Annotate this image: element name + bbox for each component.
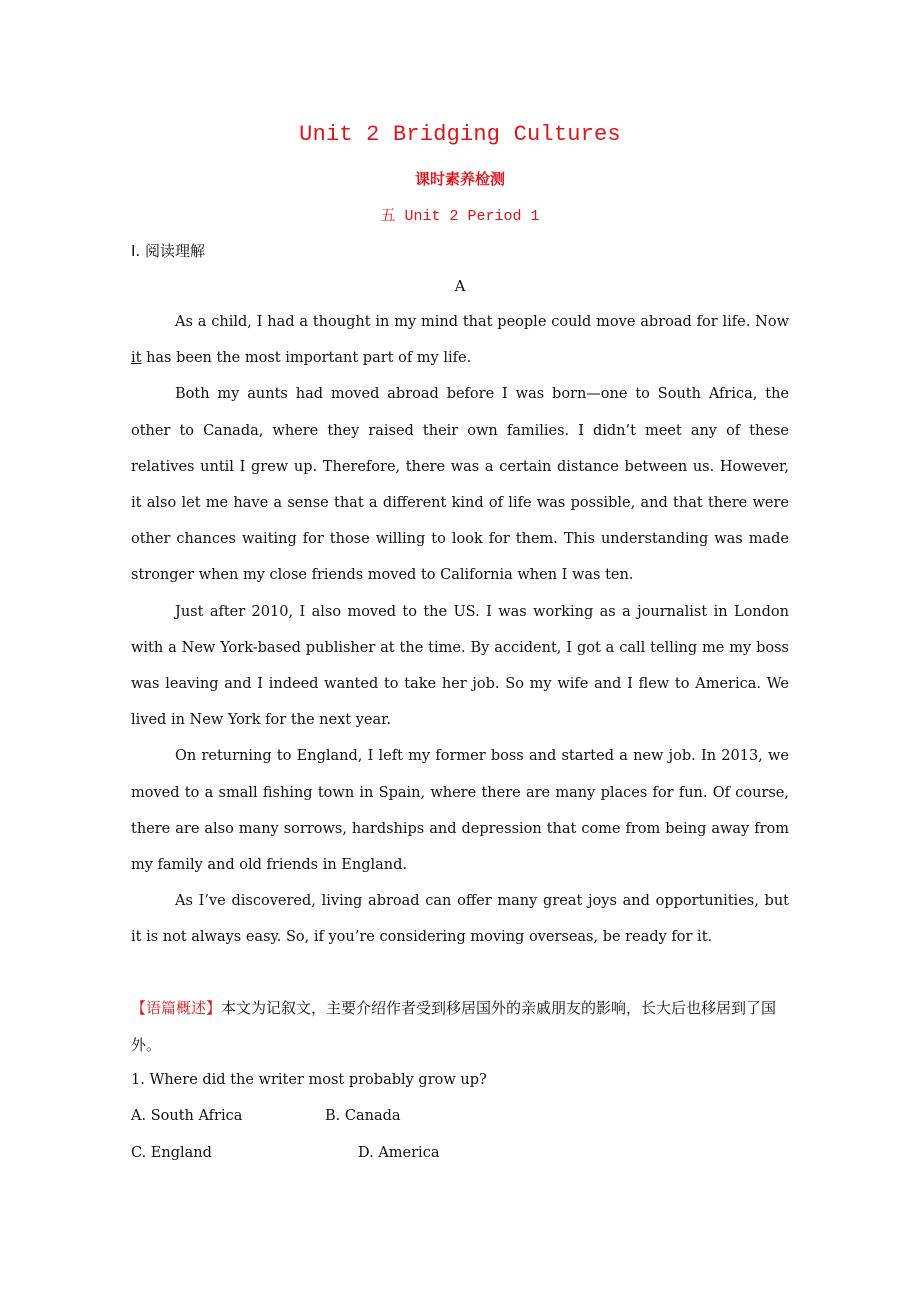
- lesson-subtitle: 课时素养检测: [414, 170, 505, 188]
- paragraph-2: Both my aunts had moved abroad before I was born—one to South Africa, the other to Canada, where they raised their own families. I didn’t meet any of these relatives until I grew up. Therefore, there was a certain distance between us. However, it also let me have a sense that a different kind of life was possible, and that there were other chances waiting for those willing to look for them. This understanding was made stronger when my close friends moved to California when I was ten.: [131, 386, 789, 584]
- question-stem: 1. Where did the writer most probably grow up?: [131, 1072, 487, 1088]
- option-c: C. England: [131, 1145, 212, 1161]
- paragraph-5: As I’ve discovered, living abroad can offer many great joys and opportunities, but it is not always easy. So, if you’re considering moving overseas, be ready for it.: [131, 893, 789, 946]
- passage-body: [131, 304, 789, 956]
- option-b: B. Canada: [325, 1108, 401, 1124]
- summary-text: 本文为记叙文，主要介绍作者受到移居国外的亲戚朋友的影响，长大后也移居到了国外。: [131, 999, 777, 1054]
- passage-label: A: [454, 277, 466, 295]
- paragraph-1: [131, 304, 789, 376]
- option-a: A. South Africa: [131, 1108, 243, 1124]
- section-heading: Ⅰ. 阅读理解: [131, 242, 205, 260]
- passage-summary: [131, 990, 791, 1064]
- paragraph-1-text-a: As a child, I had a thought in my mind that people could move abroad for life. Now: [175, 314, 789, 330]
- unit-title: Unit 2 Bridging Cultures: [299, 122, 621, 147]
- underlined-word: it: [131, 350, 142, 367]
- paragraph-4: On returning to England, I left my former boss and started a new job. In 2013, we moved to a small fishing town in Spain, where there are many places for fun. Of course, there are also many sorrows, hardships and depression that come from being away from my family and old friends in England.: [131, 748, 789, 874]
- paragraph-3: Just after 2010, I also moved to the US. I was working as a journalist in London with a New York-based publisher at the time. By accident, I got a call telling me my boss was leaving and I indeed wanted to take her job. So my wife and I flew to America. We lived in New York for the next year.: [131, 603, 789, 729]
- option-d: D. America: [358, 1145, 440, 1161]
- summary-tag: 【语篇概述】: [131, 999, 222, 1017]
- period-label: 五 Unit 2 Period 1: [380, 208, 540, 225]
- paragraph-1-text-b: has been the most important part of my life.: [141, 350, 472, 367]
